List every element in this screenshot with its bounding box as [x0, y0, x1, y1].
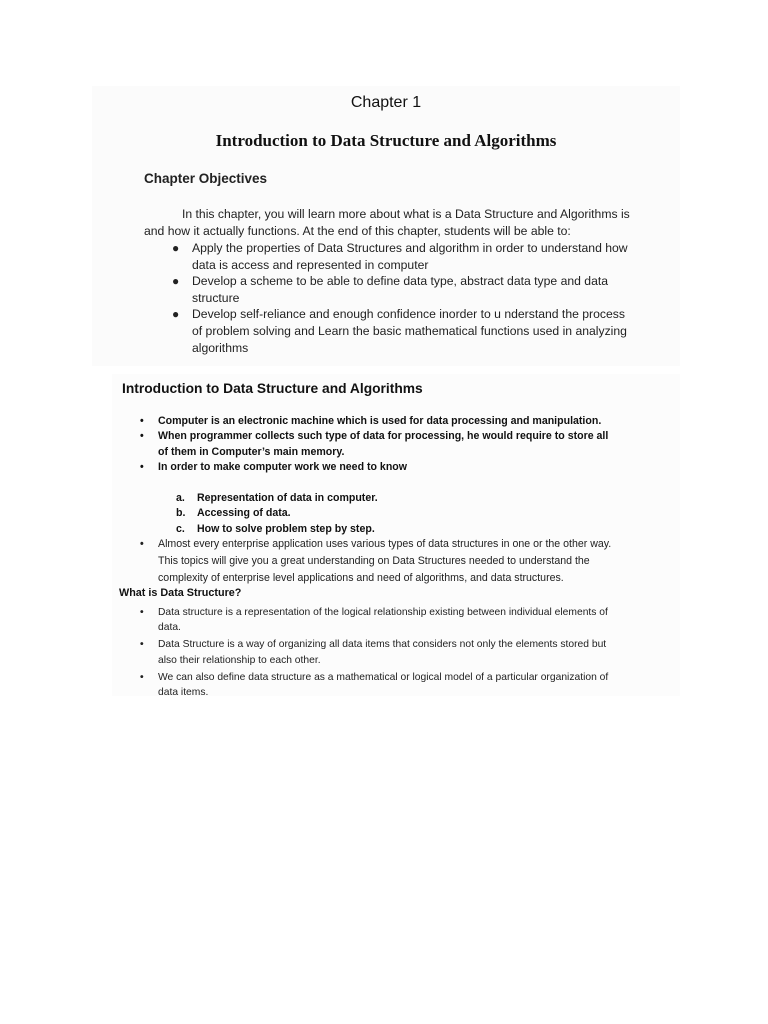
bullet-icon: •: [140, 671, 144, 683]
list-item: [170, 240, 630, 273]
list-item-text: Data Structure is a way of organizing all data items that considers not only the elements stored but also their relationship to each other.: [158, 639, 607, 666]
list-item-text: Almost every enterprise application uses various types of data structures in one or the other way. This topics will give you a great understanding on Data Structures needed to understand the complexity of enterprise level applications and need of algorithms, and data structures.: [158, 538, 612, 584]
chapter-title: Introduction to Data Structure and Algorithms: [215, 131, 557, 150]
bullet-icon: •: [140, 639, 144, 651]
plain-bullet-list: [140, 536, 622, 587]
list-item-text: Representation of data in computer.: [197, 492, 378, 504]
bullet-icon: ●: [172, 241, 180, 255]
chapter-label: Chapter 1: [350, 94, 422, 111]
list-item-text: We can also define data structure as a mathematical or logical model of a particular organization of data items.: [158, 671, 609, 699]
bold-bullet-list: [140, 414, 620, 476]
list-item-text: In order to make computer work we need to know: [158, 461, 407, 474]
list-item: [140, 536, 622, 587]
bullet-icon: •: [140, 415, 144, 427]
list-marker: b.: [176, 507, 186, 520]
list-item-text: How to solve problem step by step.: [197, 522, 375, 535]
list-item-text: When programmer collects such type of data for processing, he would require to store all of them in Computer’s main memory.: [158, 430, 609, 458]
list-item: [176, 522, 378, 537]
list-item-text: Develop self-reliance and enough confidence inorder to u nderstand the process of problem solving and Learn the basic mathematical functions used in analyzing algorithms: [192, 307, 627, 355]
list-marker: a.: [176, 492, 185, 504]
bullet-icon: ●: [172, 307, 180, 322]
section-heading: Introduction to Data Structure and Algorithms: [122, 381, 423, 396]
list-item: [170, 273, 630, 306]
bullet-icon: •: [140, 607, 144, 618]
bullet-icon: •: [140, 538, 144, 550]
list-item: [140, 670, 622, 701]
list-item-text: Develop a scheme to be able to define data type, abstract data type and data structure: [192, 274, 609, 305]
list-item: [170, 306, 630, 356]
list-item: [176, 506, 378, 521]
bullet-icon: •: [140, 461, 144, 474]
lettered-list: [176, 491, 378, 537]
list-item: [140, 637, 622, 668]
bullet-icon: •: [140, 430, 144, 443]
list-item: [176, 491, 378, 506]
list-item: [140, 429, 620, 460]
objectives-heading: Chapter Objectives: [144, 171, 268, 186]
objectives-list: [170, 240, 630, 356]
list-item-text: Computer is an electronic machine which is used for data processing and manipulation.: [158, 415, 602, 427]
what-is-ds-list: [140, 605, 622, 702]
list-item: [140, 460, 620, 475]
chapter-objectives-block: [92, 86, 680, 366]
list-item-text: Data structure is a representation of the logical relationship existing between individual elements of data.: [158, 607, 608, 634]
list-item-text: Accessing of data.: [197, 507, 291, 520]
list-item-text: Apply the properties of Data Structures and algorithm in order to understand how data is access and represented in computer: [192, 241, 628, 272]
list-marker: c.: [176, 522, 185, 535]
bullet-icon: ●: [172, 274, 180, 289]
list-item: [140, 605, 622, 636]
what-is-ds-heading: What is Data Structure?: [119, 587, 242, 599]
objectives-intro: In this chapter, you will learn more about what is a Data Structure and Algorithms is and how it actually functions. At the end of this chapter, students will be able to:: [144, 207, 630, 238]
intro-section-block: [112, 374, 680, 699]
list-item: [140, 414, 620, 429]
